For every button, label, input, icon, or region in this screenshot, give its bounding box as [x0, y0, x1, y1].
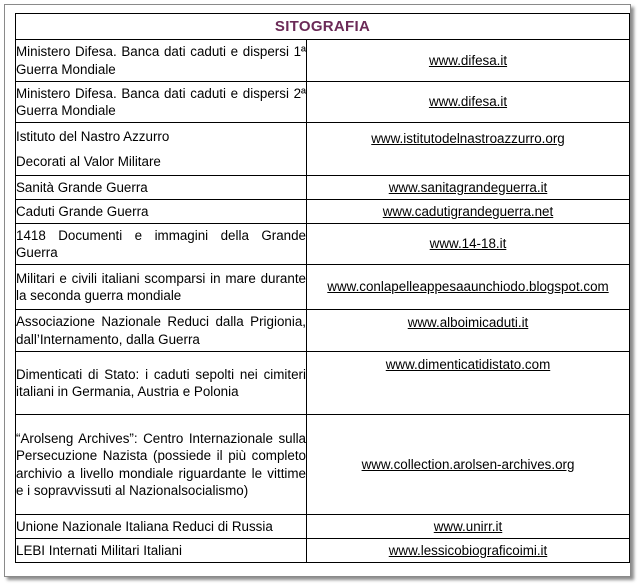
link-text[interactable]: www.conlapelleappesaaunchiodo.blogspot.com [327, 279, 609, 295]
link-text[interactable]: www.14-18.it [429, 236, 507, 252]
row-link[interactable] [307, 515, 630, 539]
document-page [4, 4, 631, 577]
link-text[interactable]: www.alboimicaduti.it [407, 315, 529, 330]
row-link[interactable] [307, 40, 630, 82]
row-source-name: Associazione Nazionale Reduci dalla Prigionia, dall’Internamento, dalla Guerra [16, 310, 307, 352]
row-source-name: 1418 Documenti e immagini della Grande Guerra [16, 224, 307, 265]
row-link[interactable] [307, 539, 630, 563]
row-source-name: Ministero Difesa. Banca dati caduti e dispersi 1ª Guerra Mondiale [16, 40, 307, 82]
link-text[interactable]: www.unirr.it [433, 518, 503, 534]
table-row [16, 310, 630, 352]
table-header-row [16, 14, 630, 40]
row-source-name-line2: Decorati al Valor Militare [16, 153, 161, 169]
row-source-name: Caduti Grande Guerra [16, 200, 307, 224]
row-source-name: Ministero Difesa. Banca dati caduti e dispersi 2ª Guerra Mondiale [16, 82, 307, 123]
table-row [16, 123, 630, 176]
row-link[interactable] [307, 265, 630, 310]
link-text[interactable]: www.cadutigrandeguerra.net [382, 203, 554, 219]
sitografia-table [15, 13, 630, 563]
table-row [16, 265, 630, 310]
row-link[interactable] [307, 176, 630, 200]
row-link[interactable] [307, 310, 630, 352]
link-text[interactable]: www.collection.arolsen-archives.org [361, 456, 575, 472]
row-link[interactable] [307, 352, 630, 415]
link-text[interactable]: www.difesa.it [428, 52, 508, 68]
table-row [16, 352, 630, 415]
row-source-name [16, 123, 307, 176]
table-row [16, 539, 630, 563]
table-title: SITOGRAFIA [16, 14, 630, 40]
link-text[interactable]: www.istitutodelnastroazzurro.org [371, 131, 565, 146]
link-text[interactable]: www.sanitagrandeguerra.it [388, 179, 548, 195]
row-source-name: “Arolseng Archives”: Centro Internazionale sulla Persecuzione Nazista (possiede il più completo archivio a livello mondiale riguardante le vittime e i sopravvissuti al Nazionalsocialismo) [16, 415, 307, 515]
row-source-name: Dimenticati di Stato: i caduti sepolti nei cimiteri italiani in Germania, Austria e Polonia [16, 352, 307, 415]
row-link[interactable] [307, 200, 630, 224]
row-link[interactable] [307, 415, 630, 515]
row-link[interactable] [307, 224, 630, 265]
link-text[interactable]: www.difesa.it [428, 94, 508, 110]
table-row [16, 200, 630, 224]
row-source-name: Sanità Grande Guerra [16, 176, 307, 200]
row-source-name: Unione Nazionale Italiana Reduci di Russia [16, 515, 307, 539]
link-text[interactable]: www.dimenticatidistato.com [385, 357, 551, 372]
link-text[interactable]: www.lessicobiograficoimi.it [388, 542, 548, 558]
table-row [16, 82, 630, 123]
row-source-name-line1: Istituto del Nastro Azzurro [16, 129, 170, 144]
row-source-name: LEBI Internati Militari Italiani [16, 539, 307, 563]
row-source-name: Militari e civili italiani scomparsi in mare durante la seconda guerra mondiale [16, 265, 307, 310]
row-link[interactable] [307, 123, 630, 176]
table-row [16, 176, 630, 200]
row-link[interactable] [307, 82, 630, 123]
table-row [16, 224, 630, 265]
table-row [16, 515, 630, 539]
table-row [16, 40, 630, 82]
table-row [16, 415, 630, 515]
